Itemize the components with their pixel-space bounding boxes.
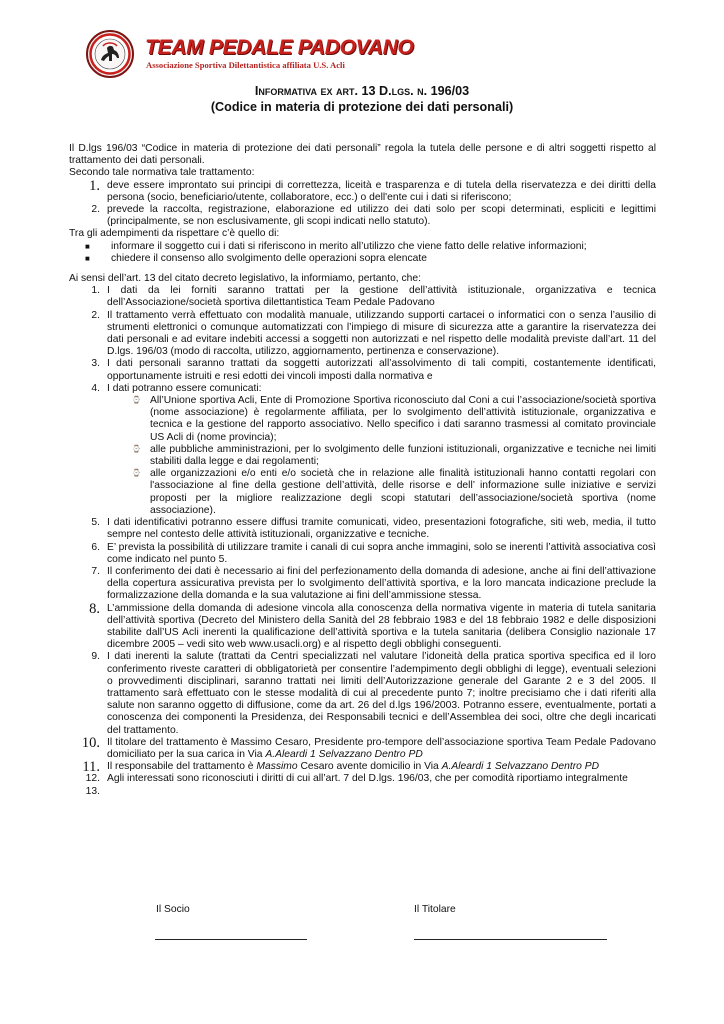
intro-paragraph-2: Secondo tale normativa tale trattamento: — [69, 167, 255, 179]
document-title — [0, 84, 724, 98]
list-item — [69, 241, 656, 253]
title-number: 196/03 — [430, 84, 470, 98]
list-item — [69, 468, 656, 517]
list-item — [69, 253, 656, 265]
square-bullet-icon: ■ — [85, 253, 90, 263]
list-item-text: chiedere il consenso allo svolgimento delle operazioni sopra elencate — [111, 252, 427, 264]
list-item — [69, 517, 656, 541]
list-marker: 1. — [89, 177, 100, 194]
processor-text: Il responsabile del trattamento è — [107, 761, 257, 773]
list-marker: 6. — [91, 541, 100, 553]
list-item — [69, 600, 656, 652]
controller-address: A.Aleardi 1 Selvazzano Dentro PD — [265, 748, 423, 760]
list-marker: 2. — [91, 204, 100, 216]
list-marker: 5. — [91, 517, 100, 529]
member-signature-label: Il Socio — [156, 904, 190, 915]
list-item-text: L’ammissione della domanda di adesione vincola alla conoscenza della normativa vigente in materia di tutela sanitaria dell’attività sportiva (Decreto del Ministero della Sanità del 28 febbraio 1983 e del 18 febbraio 1982 e delle disposizioni stabilite dall’US Acli inerenti la qualificazione dell’attività sportiva e la tutela sanitaria (delibera Consiglio nazionale 17 dicembre 2005 – vedi sito web www.usacli.org) e al rispetto degli obblighi conseguenti. — [107, 602, 656, 651]
list-item-text: prevede la raccolta, registrazione, elaborazione ed utilizzo dei dati solo per scopi determinati, espliciti e legittimi (principalmente, se non esclusivamente, gli scopi indicati nello statuto). — [107, 204, 656, 228]
list-item-text: I dati inerenti la salute (trattati da Centri specializzati nel valutare l’idoneità della pratica sportiva specifica ed il loro conferimento riveste caratteri di obbligatorietà per consentire l’adempimento degli obblighi di legge), eventuali selezioni o provvedimenti disciplinari, saranno trattati nei limiti dell’Autorizzazione generale del Garante 2 e 3 del 2005. Il trattamento sarà effettuato con le stesse modalità di cui al precedente punto 7; inoltre precisiamo che i dati riferiti alla salute non saranno oggetto di diffusione, come da art. 26 del d.lgs 196/2003. Potranno essere, eventualmente, portati a conoscenza dei componenti la Presidenza, dei Responsabili tecnici e dell’Assemblea dei soci, oltre che degli incaricati del trattamento. — [107, 651, 656, 736]
list-item-text: I dati potranno essere comunicati: — [107, 382, 262, 394]
list-item-text — [107, 737, 656, 761]
list-item — [69, 542, 656, 566]
list-item — [69, 566, 656, 603]
list-item — [69, 651, 656, 736]
square-bullet-icon: ■ — [85, 241, 90, 251]
list-item-text: informare il soggetto cui i dati si riferiscono in merito all’utilizzo che viene fatto delle relative informazioni; — [111, 240, 587, 252]
list-marker: 7. — [91, 565, 100, 577]
list-marker: 12. — [85, 773, 100, 785]
controller-signature-line[interactable] — [414, 939, 607, 940]
list-marker: 11. — [82, 759, 100, 776]
list-marker: 3. — [91, 358, 100, 370]
list-marker: 1. — [91, 285, 100, 297]
list-item — [69, 177, 656, 204]
list-item — [69, 285, 656, 309]
controller-text: Il titolare del trattamento è Massimo Cesaro, Presidente pro-tempore dell’associazione sportiva Team Pedale Padovano domiciliato per la sua carica in Via — [107, 736, 656, 760]
list-item-text: I dati da lei forniti saranno trattati per la gestione dell’attività istituzionale, organizzativa e tecnica dell’Associazione/società sportiva dilettantistica Team Pedale Padovano — [107, 285, 656, 309]
list-item — [69, 734, 656, 761]
notice-intro: Ai sensi dell’art. 13 del citato decreto legislativo, la informiamo, pertanto, che: — [69, 273, 421, 285]
list-item-text: deve essere improntato sui principi di correttezza, liceità e trasparenza e di tutela della riservatezza e dei diritti della persona (socio, beneficiario/utente, collaboratore, ecc.) o dell'ente cui i dati si riferiscono; — [107, 179, 656, 203]
list-item-text: All’Unione sportiva Acli, Ente di Promozione Sportiva riconosciuto dal Coni a cui l’associazione/società sportiva (nome associazione) è regolarmente affiliata, per lo svolgimento dell’attività istituzionale, organizzativa e tecnica e la gestione del rapporto associativo. Nello specifico i dati saranno trasmessi al comitato provinciale US Acli di (nome provincia); — [150, 395, 656, 443]
list-item — [69, 786, 656, 798]
list-item — [69, 395, 656, 444]
processor-address: A.Aleardi 1 Selvazzano Dentro PD — [441, 761, 600, 773]
list-item-text: alle organizzazioni e/o enti e/o società che in relazione alle finalità istituzionali hanno contatti regolari con l'associazione al fine della gestione dell’attività, delle risorse e dell’ informazione sulle iniziative e servizi proposti per la migliore realizzazione degli scopi statutari dell’associazione/società sportiva (nome associazione). — [150, 468, 656, 516]
list-item-text — [107, 786, 656, 798]
intro-paragraph: Il D.lgs 196/03 “Codice in materia di protezione dei dati personali” regola la tutela delle persone e di altri soggetti rispetto al trattamento dei dati personali. — [69, 143, 656, 167]
list-item — [69, 383, 656, 395]
list-item-text — [107, 761, 656, 773]
brand-title: TEAM PEDALE PADOVANO — [145, 36, 414, 59]
clock-bullet-icon: ⌚ — [132, 397, 141, 405]
processor-text-2: Cesaro avente domicilio in Via — [297, 761, 442, 773]
list-marker: 13. — [85, 785, 100, 797]
list-item — [69, 444, 656, 468]
processor-name: Massimo — [256, 761, 298, 773]
list-item-text: alle pubbliche amministrazioni, per lo svolgimento delle funzioni istituzionali, organizzative e tecniche nei limiti stabiliti dalla legge e dai regolamenti; — [150, 443, 656, 468]
list-item-text: I dati personali saranno trattati da soggetti autorizzati all’assolvimento di tali compiti, costantemente identificati, opportunamente istruiti e resi edotti dei vincoli imposti dalla normativa e — [107, 358, 656, 382]
list-item-text: Il trattamento verrà effettuato con modalità manuale, utilizzando supporti cartacei o informatici con o senza l’ausilio di strumenti elettronici o comunque automatizzati con l’impiego di misure di sicurezza atte a garantire la riservatezza dei dati personali e ad evitare indebiti accessi a soggetti non autorizzati e nel rispetto delle modalità previste dall’art. 11 del D.lgs. 196/03 (modo di raccolta, utilizzo, aggiornamento, pertinenza e conservazione). — [107, 309, 656, 358]
list-item-text: E’ prevista la possibilità di utilizzare tramite i canali di cui sopra anche immagini, solo se inerenti l’attività associativa così come indicato nel punto 5. — [107, 541, 656, 565]
list-item — [69, 310, 656, 359]
list-item — [69, 358, 656, 382]
title-prefix: Informativa ex art. — [254, 84, 359, 98]
title-art-number: 13 D. — [361, 84, 392, 98]
list-marker: 10. — [81, 734, 100, 751]
list-item-text: Il conferimento dei dati è necessario ai fini del perfezionamento della domanda di adesione, anche ai fini dell’attivazione della copertura assicurativa prevista per lo svolgimento dell’attività sportiva, e la loro mancata indicazione preclude la formalizzazione della domanda e la sua valutazione ai fini dell’ammissione stessa. — [107, 565, 656, 602]
list-item — [69, 773, 656, 785]
controller-signature-label: Il Titolare — [414, 904, 456, 915]
list-item-text: Agli interessati sono riconosciuti i diritti di cui all’art. 7 del D.lgs. 196/03, che per comodità riportiamo integralmente — [107, 773, 628, 785]
list-item — [69, 204, 656, 228]
list-item — [69, 759, 656, 776]
document-subtitle: (Codice in materia di protezione dei dati personali) — [210, 100, 514, 114]
clock-bullet-icon: ⌚ — [132, 445, 141, 453]
clock-bullet-icon: ⌚ — [132, 470, 141, 478]
member-signature-line[interactable] — [155, 939, 307, 940]
brand-subtitle: Associazione Sportiva Dilettantistica affiliata U.S. Acli — [146, 60, 345, 70]
club-emblem-icon — [86, 30, 134, 78]
list-marker: 9. — [91, 651, 100, 663]
signature-block — [0, 904, 724, 964]
list-marker: 8. — [89, 600, 100, 617]
title-lgs: lgs. n. — [391, 84, 428, 98]
duties-intro: Tra gli adempimenti da rispettare c’è quello di: — [69, 228, 280, 240]
list-marker: 4. — [91, 382, 100, 394]
list-item-text: I dati identificativi potranno essere diffusi tramite comunicati, video, presentazioni fotografiche, siti web, media, il tutto sempre nel contesto delle attività istituzionali, organizzative e tecniche. — [107, 517, 656, 541]
document-body — [69, 143, 656, 798]
list-marker: 2. — [91, 309, 100, 321]
